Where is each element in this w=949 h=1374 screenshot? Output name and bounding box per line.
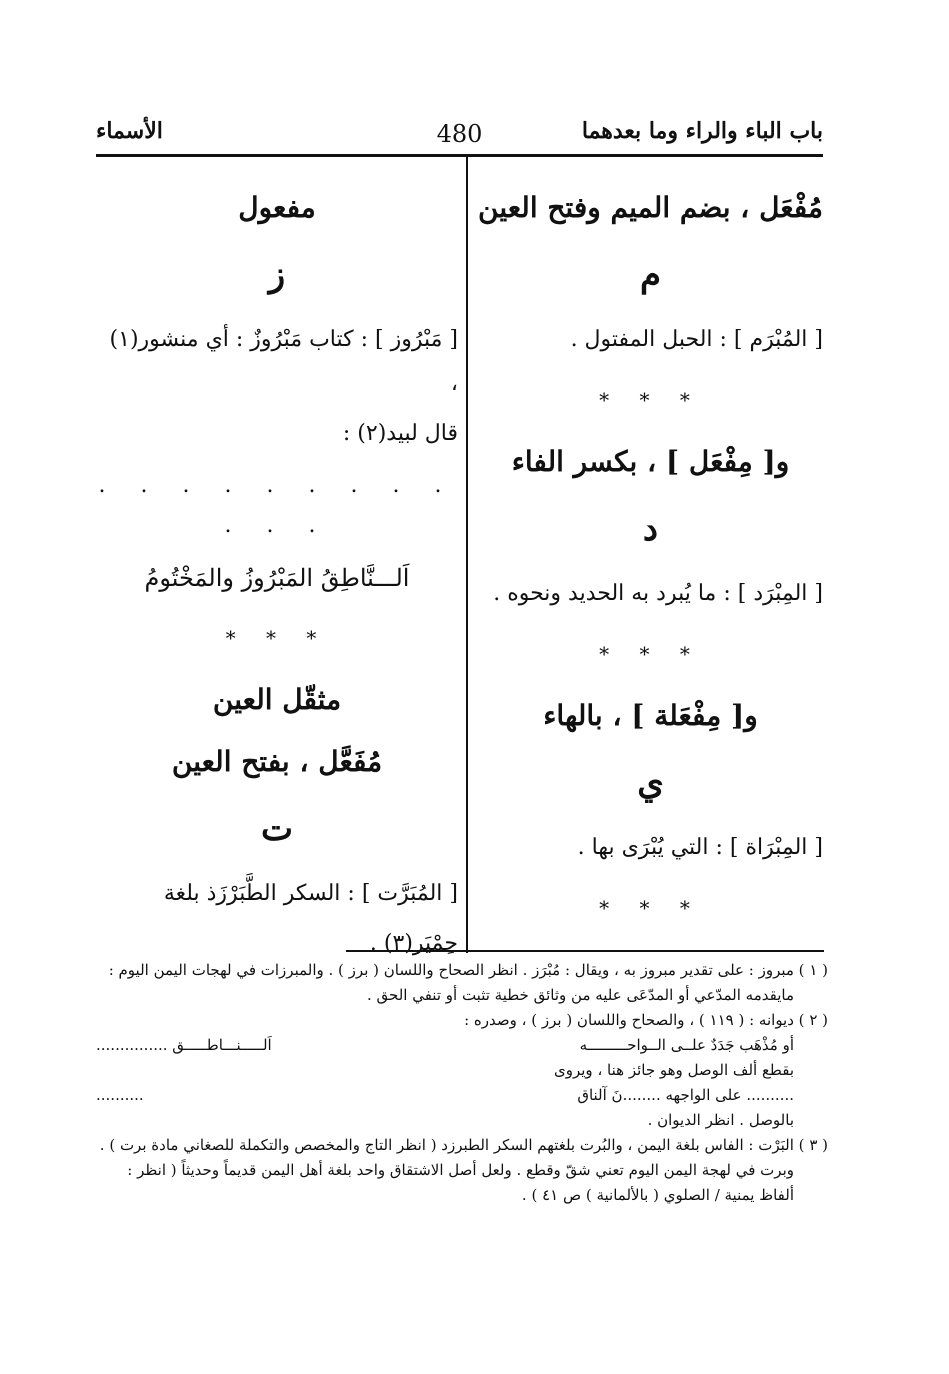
dictionary-entry: [ مَبْرُوز ] : كتاب مَبْرُوزٌ : أي منشور(١) ،	[109, 327, 458, 396]
root-letter: ت	[260, 809, 293, 849]
root-letter: ز	[268, 255, 286, 295]
root-letter: م	[639, 255, 662, 295]
dictionary-entry-continued: قال لبيد(٢) :	[342, 421, 458, 446]
column-divider	[466, 157, 468, 953]
section-separator: * * *	[225, 626, 329, 650]
verse-first-hemistich: .......... على الواجهه ........نَ آلناق	[577, 1086, 794, 1104]
dictionary-entry: [ المُبَرَّت ] : السكر الطَّبَرْزَذ بلغة	[163, 881, 458, 906]
dictionary-entry: [ المُبْرَم ] : الحبل المفتول .	[570, 327, 823, 352]
footnote-3	[96, 1133, 828, 1208]
section-separator: * * *	[599, 642, 702, 666]
footnote-line: بقطع ألف الوصل وهو جائز هنا ، ويروى	[554, 1061, 794, 1079]
poetry-verse: اَلـــنَّاطِقُ المَبْرُوزُ والمَخْتُومُ	[144, 564, 410, 592]
dictionary-entry: [ المِبْرَد ] : ما يُبرد به الحديد ونحوه .	[493, 581, 823, 606]
footnote-line: ( ١ ) مبروز : على تقدير مبروز به ، ويقال : مُبْرَز . انظر الصحاح واللسان ( برز ) . والمبرزات في لهجات اليمن اليوم :	[108, 961, 828, 979]
footnote-2	[96, 1008, 828, 1133]
dictionary-entry: [ المِبْرَاة ] : التي يُبْرَى بها .	[577, 835, 823, 860]
pattern-heading: و[ مِفْعَلة ] ، بالهاء	[543, 699, 758, 732]
footnote-line: وبرت في لهجة اليمن اليوم تعني شقّ وقطع . ولعل أصل الاشتقاق واحد بلغة أهل اليمن قديماً وحديثاً ( انظر :	[127, 1161, 794, 1179]
footnote-line: ( ٣ ) البَرْت : الفاس بلغة اليمن ، والبُرت بلغتهم السكر الطبرزد ( انظر التاج والمخصص والتكملة للصغاني مادة برت ) .	[99, 1136, 828, 1154]
section-heading: مثقّل العين	[212, 683, 342, 716]
pattern-heading: مُفْعَل ، بضم الميم وفتح العين	[478, 191, 823, 224]
footnote-1	[96, 958, 828, 1008]
section-separator: * * *	[599, 388, 702, 412]
footnote-line: ( ٢ ) ديوانه : ( ١١٩ ) ، والصحاح واللسان ( برز ) ، وصدره :	[464, 1011, 828, 1029]
footnote-line: ألفاظ يمنية / الصلوي ( بالألمانية ) ص ٤١ ) .	[521, 1186, 794, 1204]
pattern-heading: و[ مِفْعَل ] ، بكسر الفاء	[511, 445, 790, 478]
root-letter: ي	[637, 763, 664, 803]
pattern-heading: مفعول	[238, 191, 316, 224]
section-title: الأسماء	[96, 118, 163, 144]
section-separator: * * *	[599, 896, 702, 920]
header-rule	[96, 154, 823, 157]
footnote-line: مايقدمه المدّعي أو المدّعَى عليه من وثائق خطية تثبت أو تنفي الحق .	[366, 986, 794, 1004]
chapter-title: باب الباء والراء وما بعدهما	[581, 118, 823, 144]
footnote-rule	[346, 950, 824, 952]
verse-second-hemistich: اَلـــــنـــاطـــــق ...............	[96, 1036, 272, 1054]
root-letter: د	[642, 509, 659, 549]
pattern-heading: مُفَعَّل ، بفتح العين	[171, 745, 383, 778]
right-column	[478, 170, 823, 946]
page-number: 480	[436, 120, 483, 148]
footnotes	[96, 958, 828, 1208]
dictionary-entry-continued: حِمْيَر(٣) .	[369, 931, 458, 956]
left-column	[96, 170, 458, 972]
verse-ellipsis: . . . . . . . . . . . .	[98, 473, 456, 538]
running-header	[96, 118, 823, 154]
footnote-line: بالوصل . انظر الديوان .	[647, 1111, 794, 1129]
footnote-verse	[96, 1033, 828, 1058]
verse-second-hemistich: ..........	[96, 1086, 144, 1104]
footnote-verse	[96, 1083, 828, 1108]
verse-first-hemistich: أو مُذْهَب جَدَدٌ علــى الــواحـــــــــه	[579, 1036, 794, 1054]
